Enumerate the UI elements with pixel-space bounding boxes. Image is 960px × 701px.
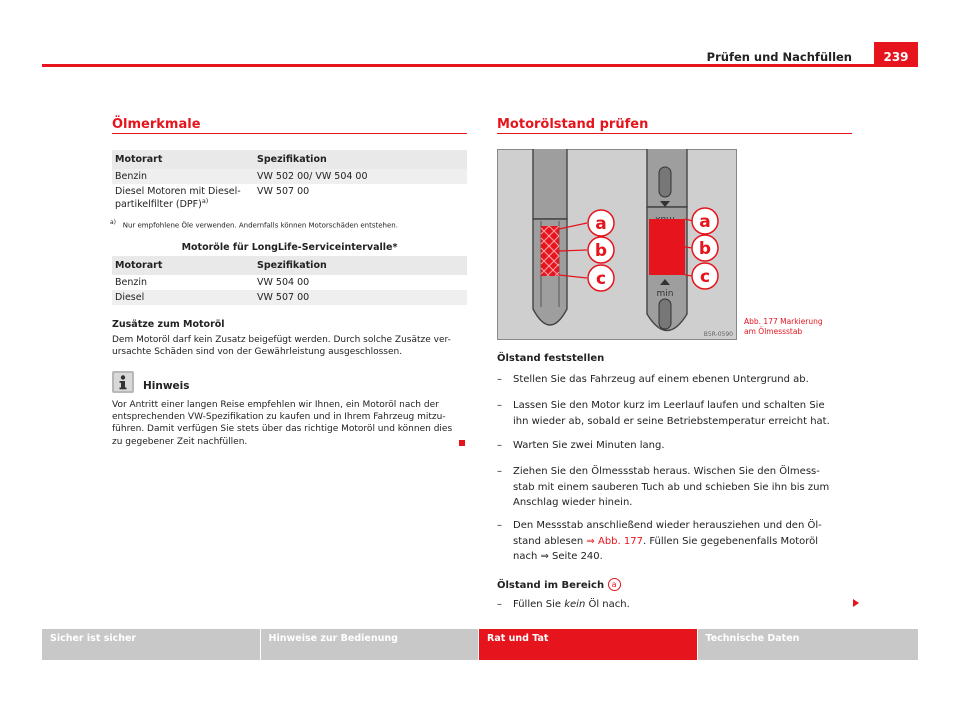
section-rule	[497, 133, 852, 134]
section-title-oil-properties: Ölmerkmale	[112, 117, 201, 132]
info-note-icon	[112, 371, 134, 393]
section-title-check-oil: Motorölstand prüfen	[497, 117, 649, 132]
label-b-left	[588, 237, 614, 263]
running-header-title: Prüfen und Nachfüllen	[706, 50, 852, 64]
svg-text:c: c	[595, 269, 607, 289]
bullet-dash: –	[497, 440, 502, 451]
bullet-text: Warten Sie zwei Minuten lang.	[513, 440, 665, 451]
table-row	[112, 184, 467, 216]
label-b-right	[692, 235, 718, 261]
bullet-text-part: . Füllen Sie gegebenenfalls Motoröl nach ⇒ Seite 240.	[513, 535, 819, 562]
red-mark-zone	[649, 219, 685, 275]
bullet-text: Ziehen Sie den Ölmessstab heraus. Wischen Sie den Ölmess- stab mit einem sauberen Tuch ab und schieben Sie ihn bis zum Anschlag wieder hinein.	[513, 466, 830, 508]
additives-title: Zusätze zum Motoröl	[112, 319, 225, 330]
end-of-section-marker	[459, 440, 465, 446]
figure-reference-link[interactable]: ⇒ Abb. 177	[586, 535, 643, 547]
label-c-right	[692, 263, 718, 289]
bullet-dash: –	[497, 374, 502, 385]
bullet-dash: –	[497, 400, 502, 411]
table-row	[112, 290, 467, 305]
bullet-dash: –	[497, 520, 502, 531]
table-cell: VW 507 00	[257, 186, 310, 197]
hinweis-text: Vor Antritt einer langen Reise empfehlen wir Ihnen, ein Motoröl nach der entsprechenden VW-Spezifikation zu kaufen und in Ihrem Fahrzeug mitzu- führen. Damit verfügen Sie stets über das richtige Motoröl und können dies zu gegebener Zeit nachfüllen.	[112, 400, 453, 447]
table-row	[112, 169, 467, 184]
svg-text:c: c	[699, 267, 711, 287]
footer-tab-safety[interactable]: Sicher ist sicher	[42, 629, 260, 660]
range-title	[497, 578, 621, 591]
table-header-cell: Motorart	[112, 256, 254, 275]
dipstick-figure	[497, 149, 737, 340]
table-cell: VW 507 00	[254, 290, 467, 305]
label-a-right	[692, 208, 718, 234]
bullet-text-part: Füllen Sie	[513, 599, 565, 610]
additives-text: Dem Motoröl darf kein Zusatz beigefügt werden. Durch solche Zusätze ver- ursachte Schäden sind von der Gewährleistung ausgeschlossen.	[112, 335, 451, 358]
bullet-text-part: Öl nach.	[585, 599, 630, 610]
bullet-text	[513, 518, 853, 565]
longlife-table-title: Motoröle für LongLife-Serviceintervalle*	[181, 242, 398, 253]
figure-code: B5R-0590	[703, 331, 733, 338]
table-cell	[112, 184, 254, 216]
stick-label-min: min	[656, 289, 674, 299]
svg-text:a: a	[595, 214, 607, 234]
table-header-cell: Spezifikation	[254, 150, 467, 169]
svg-text:a: a	[699, 212, 711, 232]
subhead-determine-level: Ölstand feststellen	[497, 353, 605, 364]
svg-text:b: b	[698, 239, 712, 259]
bullet-text-part: Den Messstab anschließend wieder herausziehen und den Öl- stand ablesen	[513, 520, 822, 547]
table-header-cell: Motorart	[112, 150, 254, 169]
table-cell: Benzin	[112, 169, 254, 184]
cell-text: Diesel Motoren mit Diesel- partikelfilter (DPF)	[115, 186, 241, 211]
table-cell: VW 504 00	[257, 277, 310, 288]
spec-table-1	[112, 150, 467, 216]
range-badge-a: a	[608, 578, 621, 591]
table-header-row	[112, 256, 467, 275]
section-rule	[112, 133, 467, 134]
bullet-text: Stellen Sie das Fahrzeug auf einem ebenen Untergrund ab.	[513, 374, 809, 385]
footnote-ref: a)	[201, 197, 209, 205]
label-c-left	[588, 265, 614, 291]
table-row	[112, 275, 467, 290]
footer-tab-technical[interactable]: Technische Daten	[698, 629, 919, 660]
footer-tab-operation[interactable]: Hinweise zur Bedienung	[261, 629, 479, 660]
footer-nav	[42, 629, 918, 660]
bullet-text: Lassen Sie den Motor kurz im Leerlauf laufen und schalten Sie ihn wieder ab, sobald er seine Betriebstemperatur erreicht hat.	[513, 400, 830, 427]
spec-table-2	[112, 256, 467, 305]
bullet-dash: –	[497, 599, 502, 610]
bullet-dash: –	[497, 466, 502, 477]
header-rule	[42, 64, 918, 67]
bullet-text	[513, 597, 853, 613]
table-header-cell: Spezifikation	[254, 256, 467, 275]
bullet-emphasis: kein	[564, 599, 586, 610]
continue-arrow-icon	[853, 599, 859, 607]
table-cell: VW 502 00/ VW 504 00	[254, 169, 467, 184]
table-header-row	[112, 150, 467, 169]
range-title-text: Ölstand im Bereich	[497, 580, 605, 591]
svg-text:b: b	[594, 241, 608, 261]
footer-tab-advice[interactable]: Rat und Tat	[479, 629, 697, 660]
hinweis-title: Hinweis	[143, 380, 190, 392]
footnote	[110, 219, 398, 229]
caption-line: Abb. 177 Markierung	[744, 317, 823, 326]
table-cell: Diesel	[112, 290, 254, 305]
footnote-marker: a)	[110, 219, 117, 226]
figure-caption	[744, 317, 823, 337]
caption-line: am Ölmessstab	[744, 327, 803, 336]
label-a-left	[588, 210, 614, 236]
hatched-mark-zone	[541, 226, 559, 276]
footnote-text: Nur empfohlene Öle verwenden. Andernfalls können Motorschäden entstehen.	[122, 221, 398, 230]
page-number: 239	[874, 42, 918, 67]
table-cell: Benzin	[115, 277, 148, 288]
